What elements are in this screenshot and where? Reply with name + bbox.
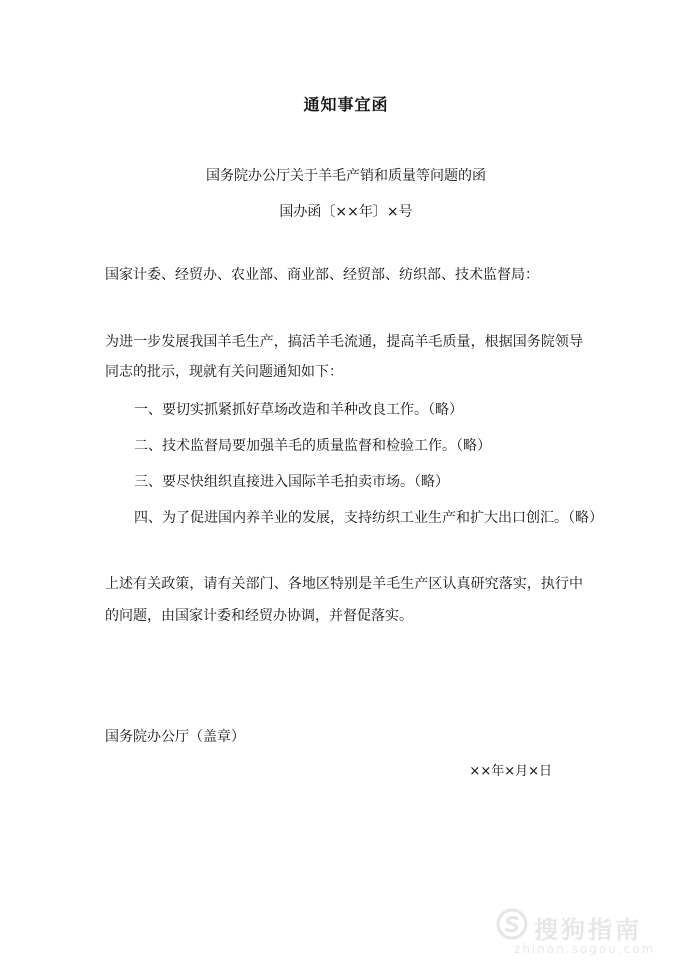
document-number: 国办函〔××年〕×号 [279,204,413,220]
date-line: ××年×月×日 [469,764,552,779]
list-item: 三、要尽快组织直接进入国际羊毛拍卖市场。（略） [134,474,449,490]
signature-line: 国务院办公厅（盖章） [105,729,245,745]
item-list [134,398,603,542]
watermark-url: zhinan.sogou.com [514,942,656,956]
watermark [496,906,666,956]
addressee-line: 国家计委、经贸办、农业部、商业部、经贸部、纺织部、技术监督局： [105,267,539,283]
list-item: 四、为了促进国内养羊业的发展，支持纺织工业生产和扩大出口创汇。（略） [134,510,603,526]
list-item: 一、要切实抓紧抓好草场改造和羊种改良工作。（略） [134,402,463,418]
intro-paragraph: 为进一步发展我国羊毛生产，搞活羊毛流通，提高羊毛质量，根据国务院领导同志的批示，现就有关问题通知如下： [105,334,583,380]
watermark-brand: 搜狗指南 [534,916,642,944]
document-subtitle: 国务院办公厅关于羊毛产销和质量等问题的函 [206,168,486,184]
conclusion-paragraph: 上述有关政策，请有关部门、各地区特别是羊毛生产区认真研究落实，执行中的问题，由国家计委和经贸办协调，并督促落实。 [105,576,583,624]
document-title: 通知事宜函 [303,95,389,114]
list-item: 二、技术监督局要加强羊毛的质量监督和检验工作。（略） [134,438,491,454]
sogou-s-logo-icon [496,908,528,940]
